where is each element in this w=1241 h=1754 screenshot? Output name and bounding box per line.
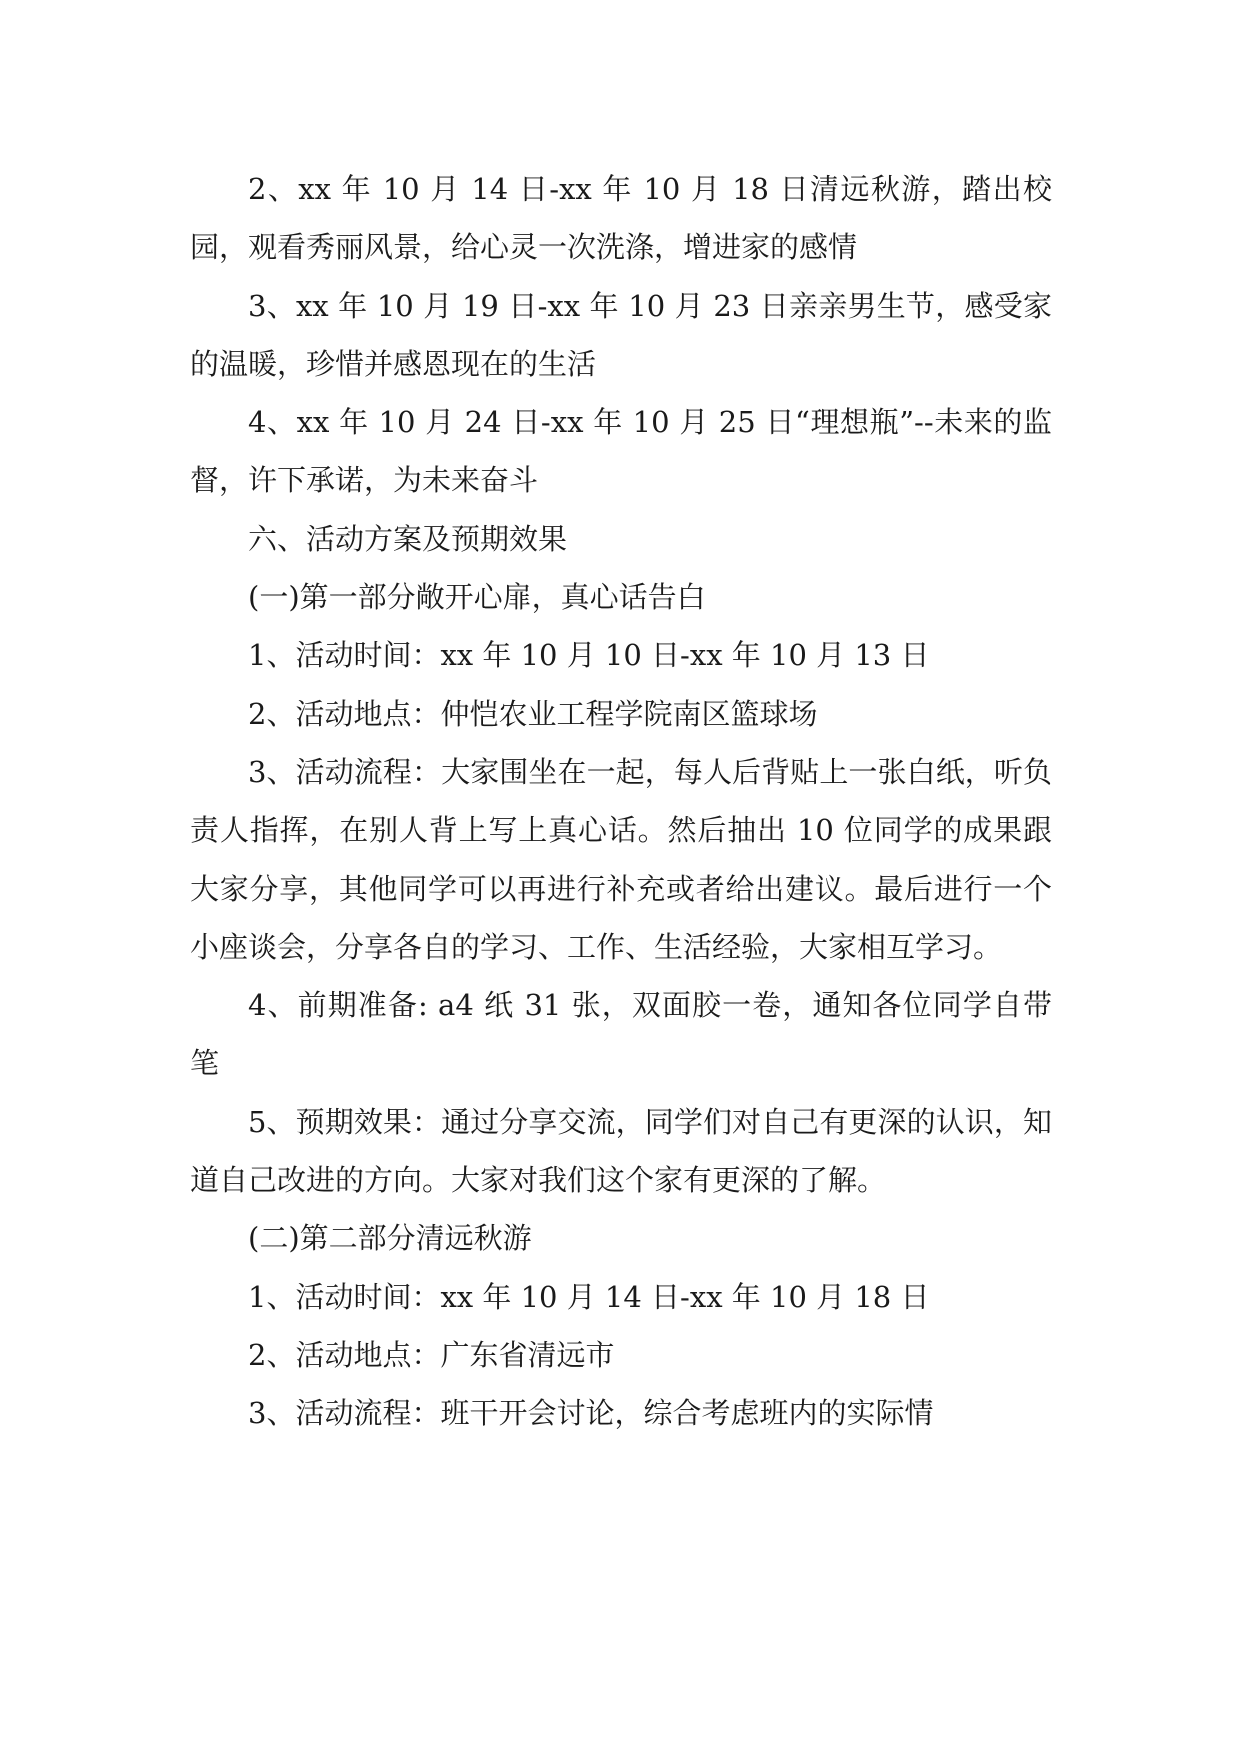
paragraph-expected-effect: 5、预期效果：通过分享交流，同学们对自己有更深的认识，知道自己改进的方向。大家对我们这个家有更深的了解。 [190,1104,1052,1198]
paragraph-preparation: 4、前期准备: a4 纸 31 张，双面胶一卷，通知各位同学自带笔 [190,988,1052,1081]
paragraph-activity-process-2: 3、活动流程：班干开会讨论，综合考虑班内的实际情 [248,1396,934,1431]
paragraph-item-4-plan: 4、xx 年 10 月 24 日-xx 年 10 月 25 日“理想瓶”--未来的监督，许下承诺，为未来奋斗 [190,405,1052,498]
paragraph-item-2-plan: 2、xx 年 10 月 14 日-xx 年 10 月 18 日清远秋游，踏出校园，观看秀丽风景，给心灵一次洗涤，增进家的感情 [190,172,1052,265]
paragraph-item-3-plan: 3、xx 年 10 月 19 日-xx 年 10 月 23 日亲亲男生节，感受家的温暖，珍惜并感恩现在的生活 [190,288,1052,381]
paragraph-activity-time: 1、活动时间：xx 年 10 月 10 日-xx 年 10 月 13 日 [248,638,930,673]
paragraph-activity-process: 3、活动流程：大家围坐在一起，每人后背贴上一张白纸，听负责人指挥，在别人背上写上真心话。然后抽出 10 位同学的成果跟大家分享，其他同学可以再进行补充或者给出建议。最后进行一个小座谈会，分享各自的学习、工作、生活经验，大家相互学习。 [190,754,1052,964]
subsection-heading-part-two: (二)第二部分清远秋游 [248,1221,532,1256]
section-heading-six: 六、活动方案及预期效果 [248,521,568,556]
subsection-heading-part-one: (一)第一部分敞开心扉，真心话告白 [248,580,706,615]
document-page [190,160,1052,1443]
paragraph-activity-location: 2、活动地点：仲恺农业工程学院南区篮球场 [248,696,818,731]
paragraph-activity-time-2: 1、活动时间：xx 年 10 月 14 日-xx 年 10 月 18 日 [248,1279,930,1314]
paragraph-activity-location-2: 2、活动地点：广东省清远市 [248,1337,615,1372]
